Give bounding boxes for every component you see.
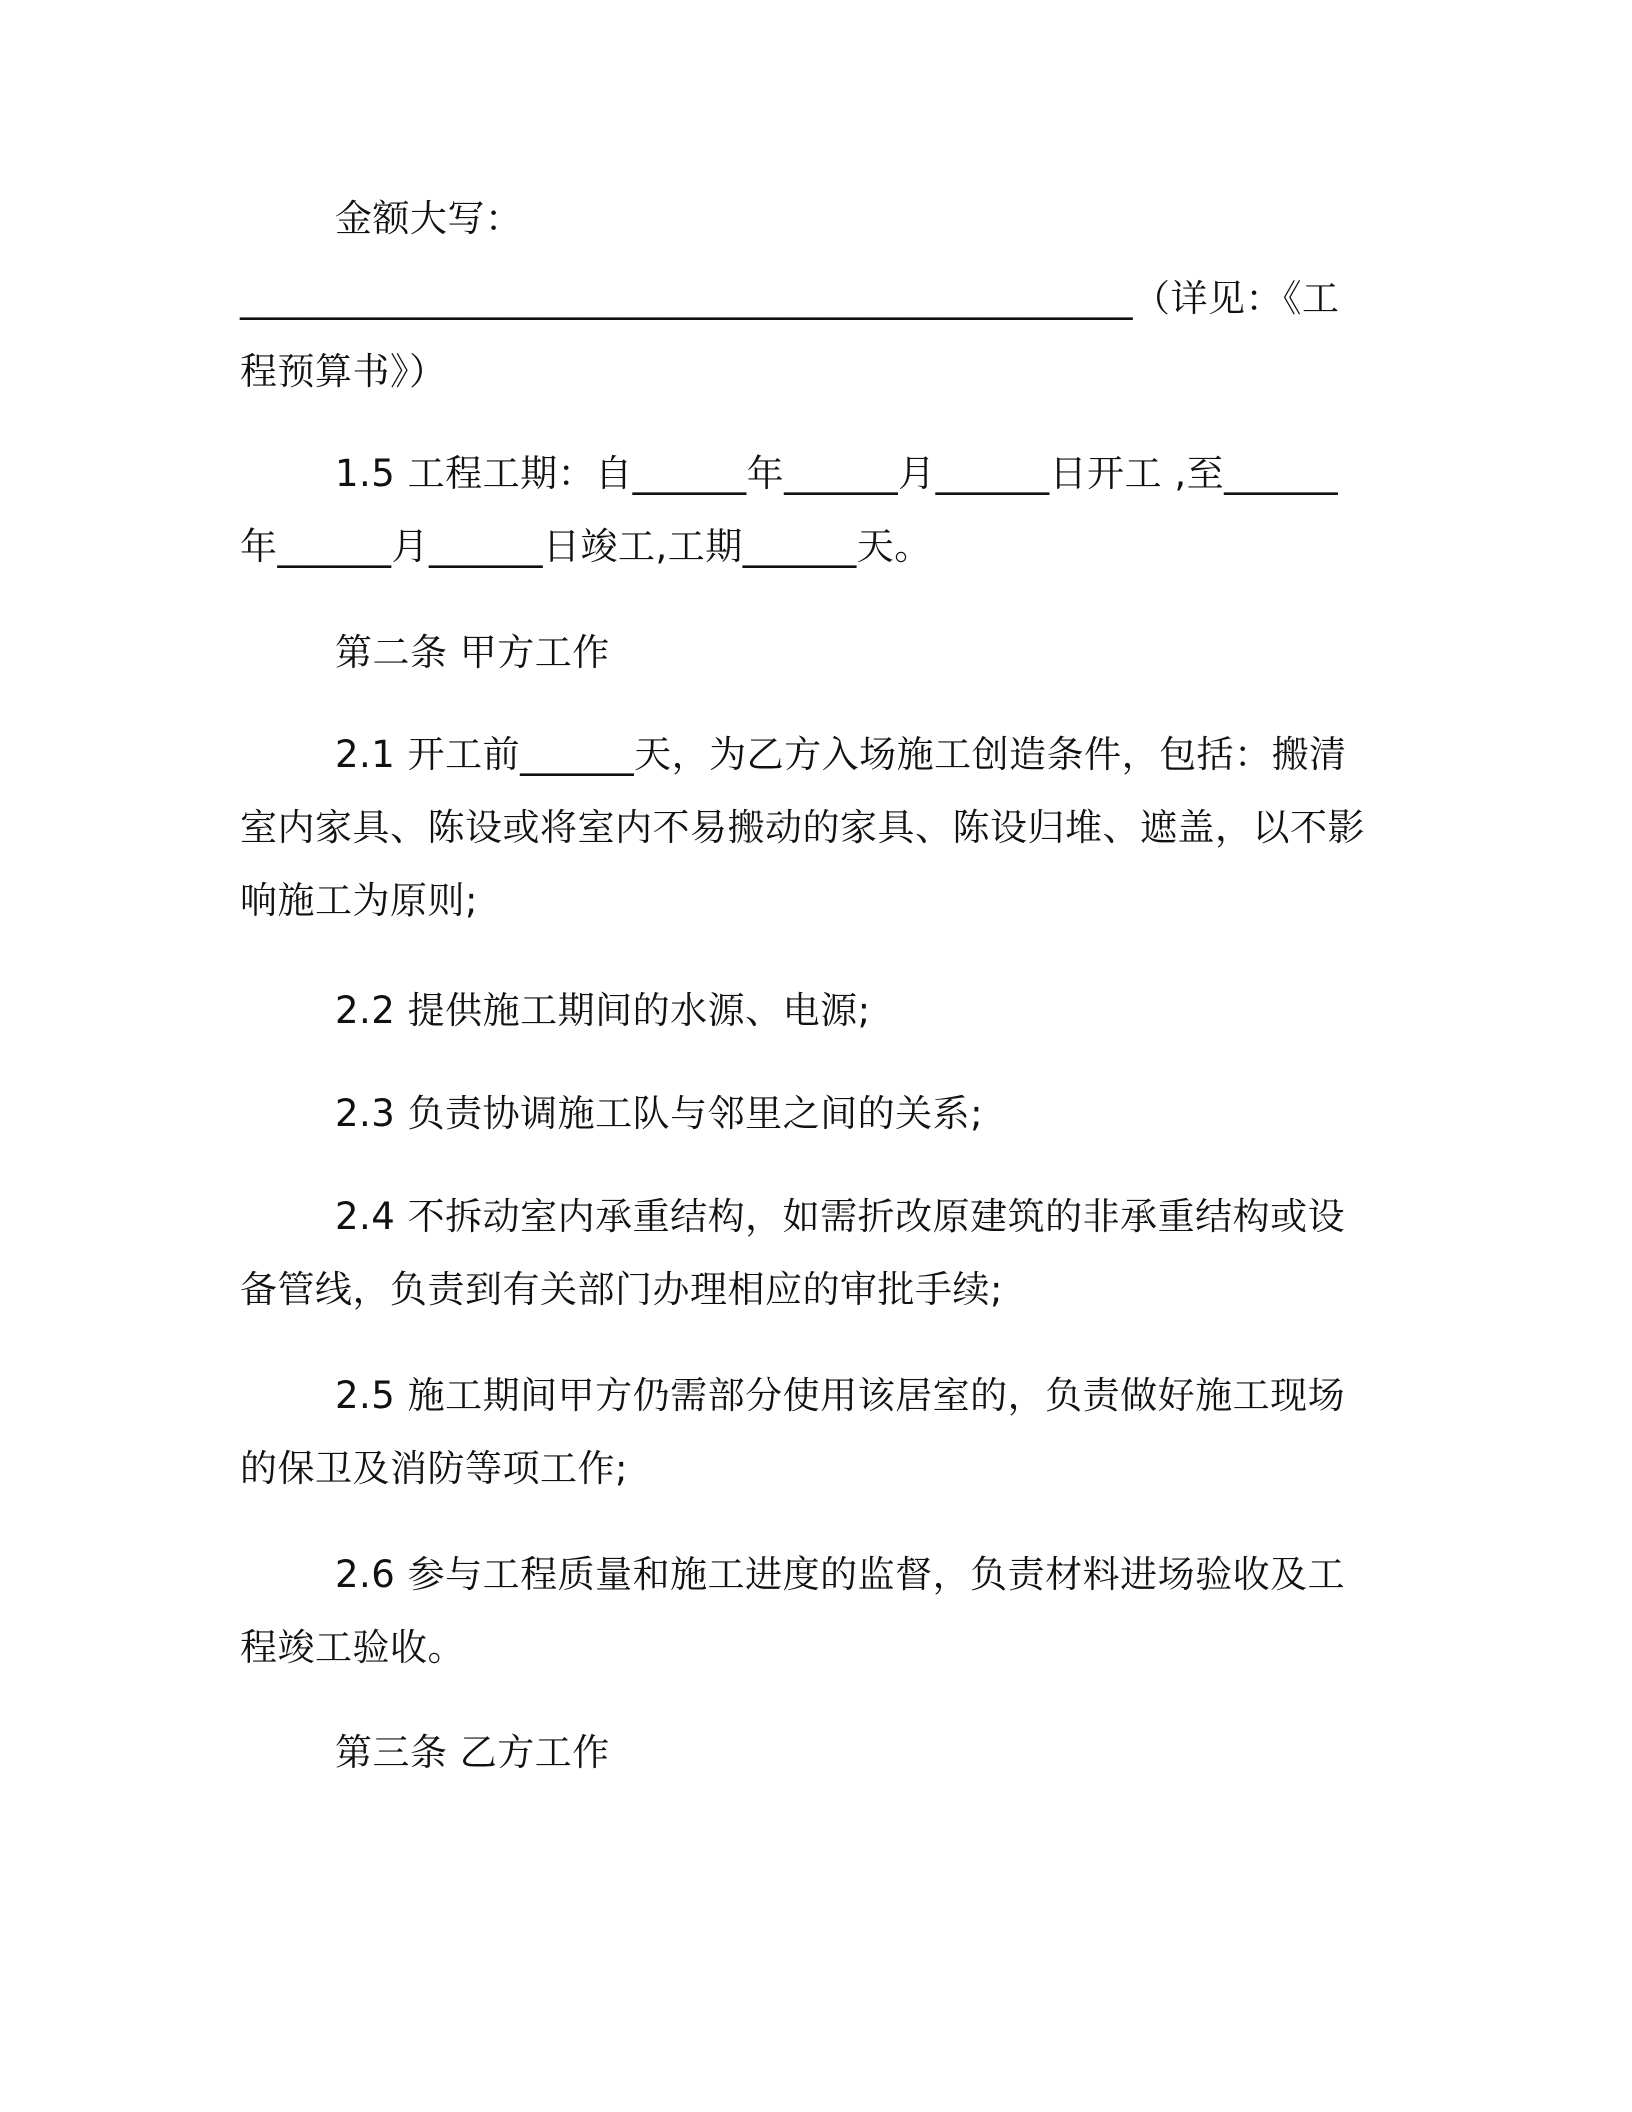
article-3-heading: 第三条 乙方工作 xyxy=(335,1731,610,1774)
clause-2-3: 2.3 负责协调施工队与邻里之间的关系; xyxy=(335,1092,984,1135)
clause-2-1: 2.1 开工前______天，为乙方入场施工创造条件，包括：搬清室内家具、陈设或将室内不易搬动的家具、陈设归堆、遮盖，以不影响施工为原则; xyxy=(240,733,1365,922)
amount-blank-line: _______________________________________________（详见：《工程预算书》） xyxy=(240,277,1340,393)
clause-2-2: 2.2 提供施工期间的水源、电源; xyxy=(335,989,871,1032)
clause-2-5: 2.5 施工期间甲方仍需部分使用该居室的，负责做好施工现场的保卫及消防等项工作; xyxy=(240,1374,1346,1490)
amount-in-words-label: 金额大写： xyxy=(335,197,523,240)
article-2-heading: 第二条 甲方工作 xyxy=(335,631,610,674)
clause-1-5-schedule: 1.5 工程工期：自______年______月______日开工 ,至______年______月______日竣工,工期______天。 xyxy=(240,452,1339,568)
clause-2-4: 2.4 不拆动室内承重结构，如需折改原建筑的非承重结构或设备管线，负责到有关部门办理相应的审批手续; xyxy=(240,1195,1346,1311)
clause-2-6: 2.6 参与工程质量和施工进度的监督，负责材料进场验收及工程竣工验收。 xyxy=(240,1553,1346,1669)
